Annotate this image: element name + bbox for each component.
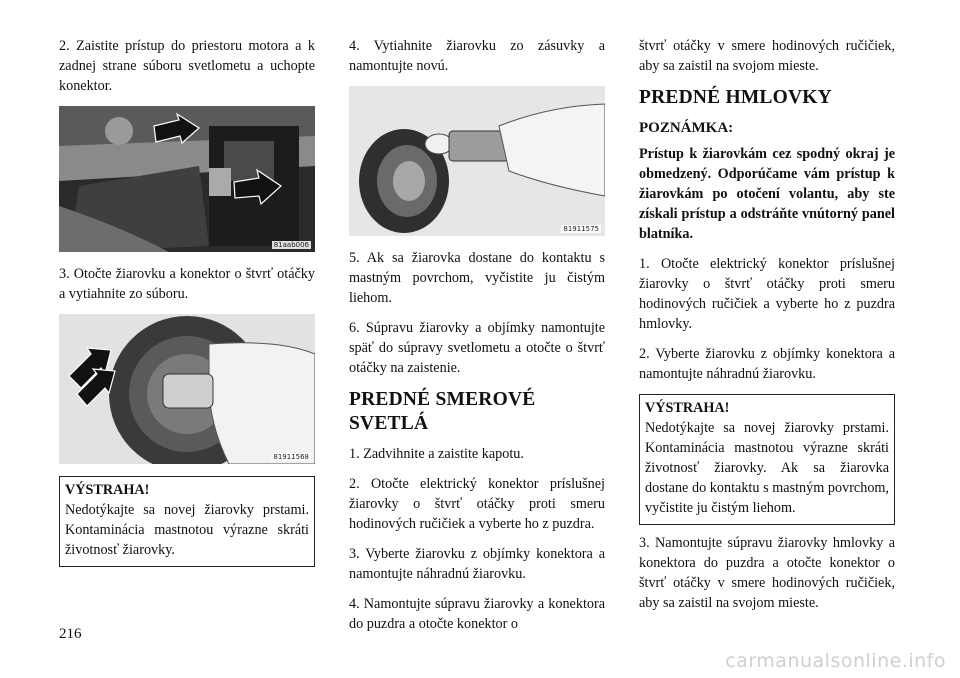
fog-step-1: 1. Otočte elektrický konektor príslušnej žiarovky o štvrť otáčky proti smeru hodinových ručičiek a vyberte ho z puzdra hmlovky. <box>639 256 895 332</box>
turn-step-4-continued: štvrť otáčky v smere hodinových ručičiek, aby sa zaistil na svojom mieste. <box>639 38 895 74</box>
step-6-paragraph: 6. Súpravu žiarovky a objímky namontujte späť do súpravy svetlometu a otočte o štvrť otáčky na zaistenie. <box>349 320 605 376</box>
column-1 <box>59 36 315 575</box>
warning-title: VÝSTRAHA! <box>645 400 730 416</box>
figure-code: 81aab006 <box>273 241 309 249</box>
turn-step-1: 1. Zadvihnite a zaistite kapotu. <box>349 446 524 462</box>
section-heading-fog-lamps: PREDNÉ HMLOVKY <box>639 87 832 108</box>
warning-title: VÝSTRAHA! <box>65 482 150 498</box>
fog-step-3: 3. Namontujte súpravu žiarovky hmlovky a konektora do puzdra a otočte konektor o štvrť otáčky v smere hodinových ručičiek, aby sa zaistil na svojom mieste. <box>639 535 895 611</box>
warning-body: Nedotýkajte sa novej žiarovky prstami. Kontaminácia mastnotou výrazne skráti životnosť žiarovky. <box>65 502 309 558</box>
section-heading-turn-signals: PREDNÉ SMEROVÉ SVETLÁ <box>349 389 536 434</box>
column-3 <box>639 36 895 623</box>
figure-code: 81911575 <box>563 225 599 233</box>
warning-box <box>59 476 315 567</box>
step-3-paragraph: 3. Otočte žiarovku a konektor o štvrť otáčky a vytiahnite zo súboru. <box>59 266 315 302</box>
note-title: POZNÁMKA: <box>639 120 734 136</box>
turn-step-2: 2. Otočte elektrický konektor príslušnej žiarovky o štvrť otáčky proti smeru hodinových ručičiek a vyberte ho z puzdra. <box>349 476 605 532</box>
turn-step-3: 3. Vyberte žiarovku z objímky konektora a namontujte náhradnú žiarovku. <box>349 546 605 582</box>
page-number: 216 <box>59 626 82 642</box>
warning-body: Nedotýkajte sa novej žiarovky prstami. Kontaminácia mastnotou výrazne skráti životnosť žiarovky. Ak sa žiarovka dostane do kontaktu s mastným povrchom, vyčistite ju čistým liehom. <box>645 420 889 516</box>
note-body: Prístup k žiarovkám cez spodný okraj je obmedzený. Odporúčame vám prístup k žiarovkám po otočení volantu, aby ste získali prístup a odstráňte vnútorný panel blatníka. <box>639 146 895 242</box>
step-2-paragraph: 2. Zaistite prístup do priestoru motora a k zadnej strane súboru svetlometu a uchopte konektor. <box>59 38 315 94</box>
bulb-removal-illustration <box>349 86 605 236</box>
warning-box <box>639 394 895 525</box>
turn-step-4: 4. Namontujte súpravu žiarovky a konektora do puzdra a otočte konektor o <box>349 596 605 632</box>
column-2 <box>349 36 605 644</box>
watermark-text: carmanualsonline.info <box>725 650 946 672</box>
engine-bay-illustration <box>59 106 315 252</box>
bulb-twist-figure <box>59 314 315 464</box>
step-4-paragraph: 4. Vytiahnite žiarovku zo zásuvky a namontujte novú. <box>349 38 605 74</box>
fog-step-2: 2. Vyberte žiarovku z objímky konektora a namontujte náhradnú žiarovku. <box>639 346 895 382</box>
bulb-removal-figure <box>349 86 605 236</box>
figure-code: 81911568 <box>273 453 309 461</box>
bulb-twist-illustration <box>59 314 315 464</box>
engine-bay-figure <box>59 106 315 252</box>
step-5-paragraph: 5. Ak sa žiarovka dostane do kontaktu s mastným povrchom, vyčistite ju čistým liehom. <box>349 250 605 306</box>
